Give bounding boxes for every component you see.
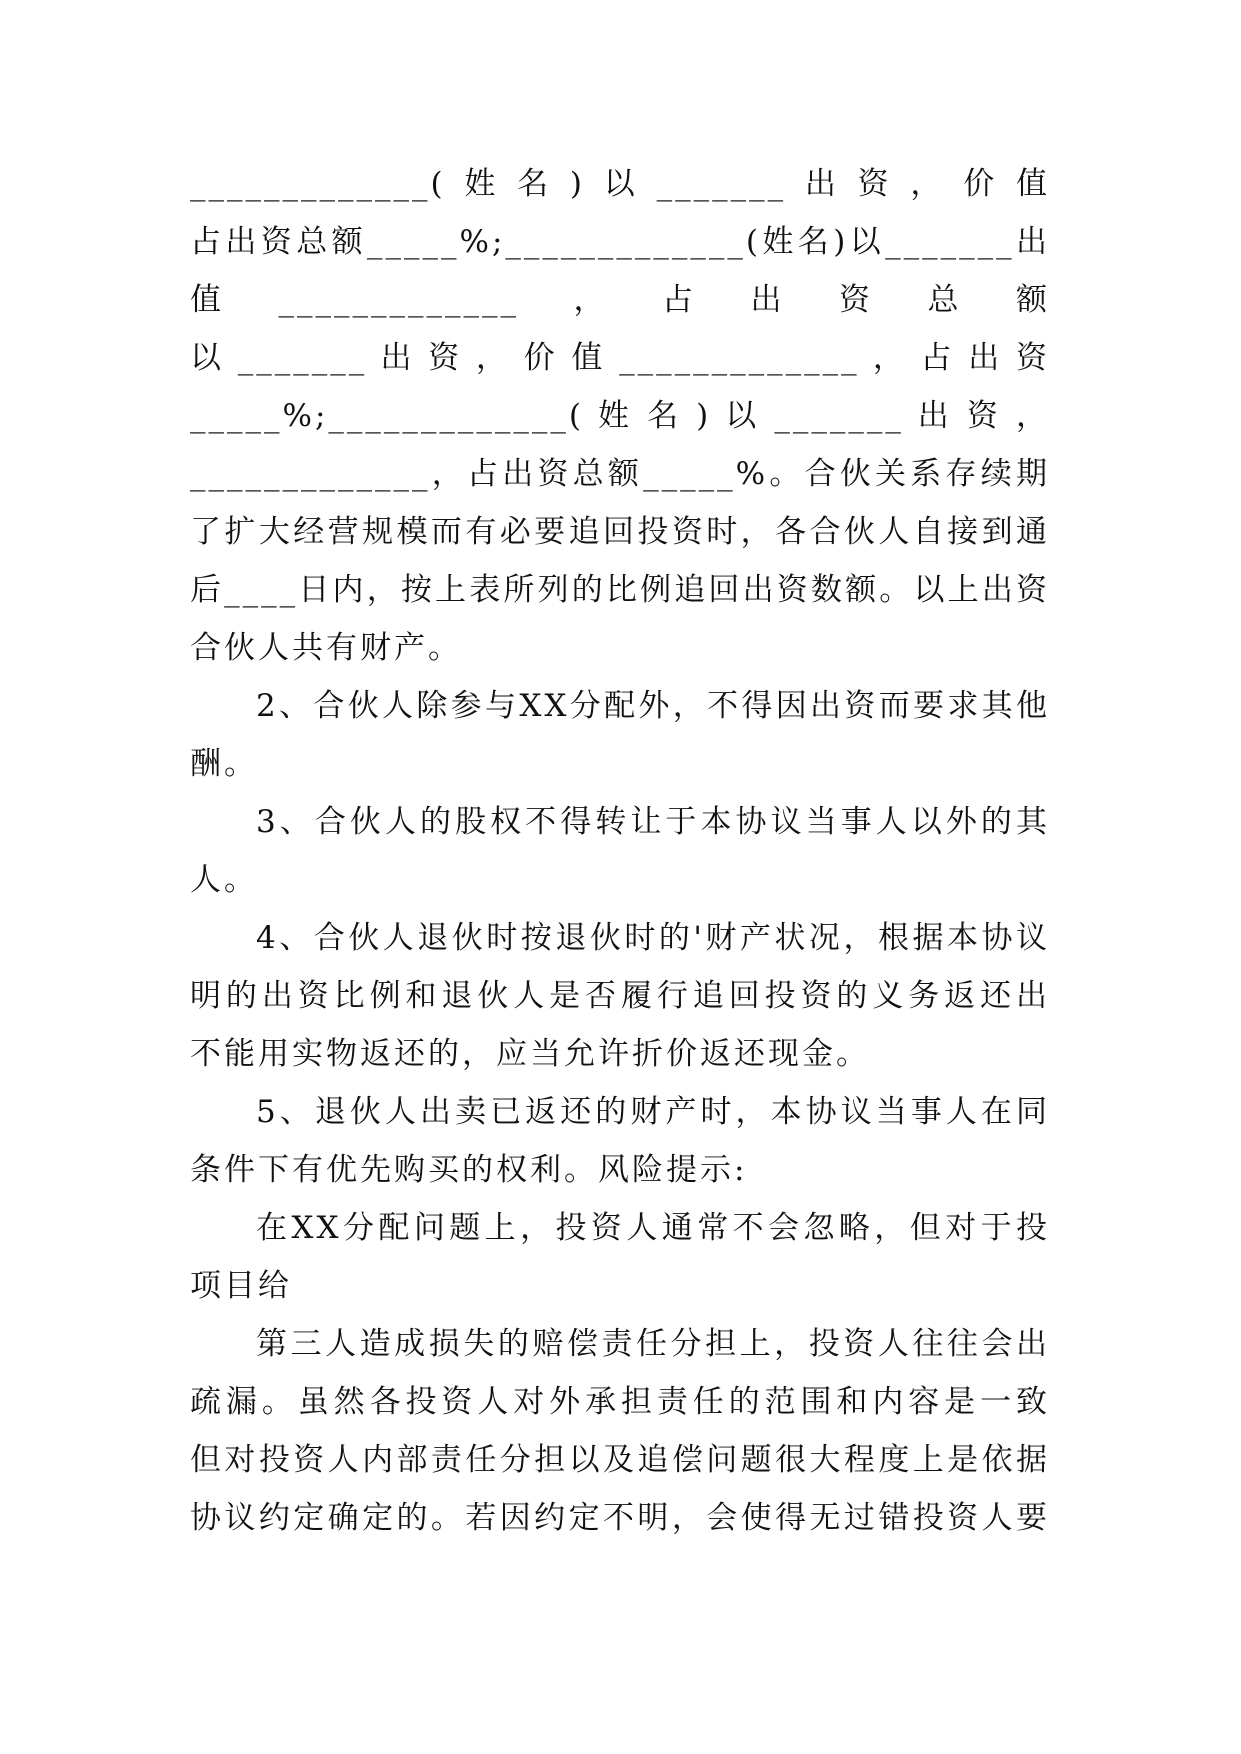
text-line: 占出资总额_____%;_____________(姓名)以_______出 [190,224,1050,260]
text-line: 5、退伙人出卖已返还的财产时，本协议当事人在同 [256,1094,1050,1130]
text-line: 第三人造成损失的赔偿责任分担上，投资人往往会出 [256,1326,1050,1362]
text-line: 4、合伙人退伙时按退伙时的'财产状况，根据本协议 [256,920,1050,956]
text-line: 人。 [190,862,258,898]
document-body [190,155,1050,1547]
text-line: 在XX分配问题上，投资人通常不会忽略，但对于投 [256,1210,1050,1246]
text-line: _____________，占出资总额_____%。合伙关系存续期 [190,456,1050,492]
text-line: 2、合伙人除参与XX分配外，不得因出资而要求其他 [256,688,1050,724]
text-line: 条件下有优先购买的权利。风险提示: [190,1152,748,1188]
text-line: 以 _______ 出 资 ， 价 值 _____________ ， 占 出 资 [190,340,1050,376]
text-line: 明的出资比例和退伙人是否履行追回投资的义务返还出 [190,978,1050,1014]
text-line: 合伙人共有财产。 [190,630,462,666]
text-line: 了扩大经营规模而有必要追回投资时，各合伙人自接到通 [190,514,1050,550]
text-line: _____________(姓名)以_______出资，价值 [190,166,1050,202]
text-line: 酬。 [190,746,258,782]
text-line: 不能用实物返还的，应当允许折价返还现金。 [190,1036,870,1072]
text-line: 但对投资人内部责任分担以及追偿问题很大程度上是依据 [190,1442,1050,1478]
text-line: 值_____________，占出资总额 [190,282,1050,318]
text-line: 疏漏。虽然各投资人对外承担责任的范围和内容是一致 [190,1384,1050,1420]
text-line: 后____日内，按上表所列的比例追回出资数额。以上出资 [190,572,1050,608]
text-line: 3、合伙人的股权不得转让于本协议当事人以外的其 [256,804,1050,840]
text-line: 协议约定确定的。若因约定不明，会使得无过错投资人要 [190,1500,1050,1536]
text-line: _____%;_____________( 姓 名 ) 以 _______ 出 资 ， [190,398,1050,434]
text-line: 项目给 [190,1268,292,1304]
